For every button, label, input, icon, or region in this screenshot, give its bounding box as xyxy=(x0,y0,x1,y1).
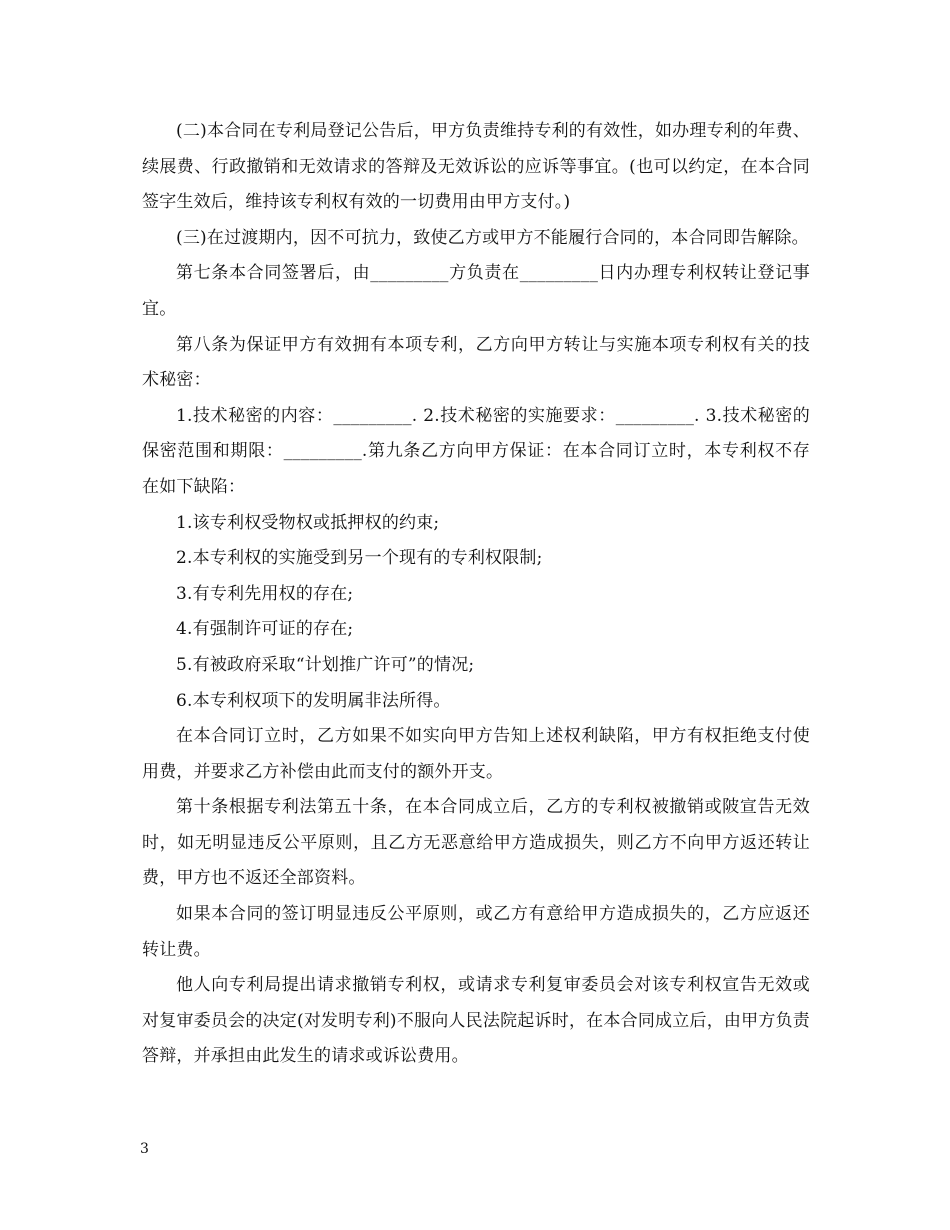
page-number: 3 xyxy=(140,1141,149,1157)
list-item-defect-4: 4.有强制许可证的存在; xyxy=(176,619,354,640)
paragraph-article-7: 第七条本合同签署后，由_________方负责在_________日内办理专利权转让登记事宜。 xyxy=(142,263,810,319)
list-item-defect-3: 3.有专利先用权的存在; xyxy=(176,583,354,604)
list-item-defect-2: 2.本专利权的实施受到另一个现有的专利权限制; xyxy=(176,548,543,569)
paragraph-fairness: 如果本合同的签订明显违反公平原则，或乙方有意给甲方造成损失的，乙方应返还转让费。 xyxy=(142,904,810,960)
list-item-defect-6: 6.本专利权项下的发明属非法所得。 xyxy=(176,690,451,711)
paragraph-technical-secrets: 1.技术秘密的内容：_________. 2.技术秘密的实施要求：_________. 3.技术秘密的保密范围和期限：_________.第九条乙方向甲方保证：在本合同订立时，本专利权不存在如下缺陷： xyxy=(142,405,810,497)
paragraph-defect-disclosure: 在本合同订立时，乙方如果不如实向甲方告知上述权利缺陷，甲方有权拒绝支付使用费，并要求乙方补偿由此而支付的额外开支。 xyxy=(142,726,810,782)
list-item-defect-1: 1.该专利权受物权或抵押权的约束; xyxy=(176,512,440,533)
paragraph-revocation-request: 他人向专利局提出请求撤销专利权，或请求专利复审委员会对该专利权宣告无效或对复审委员会的决定(对发明专利)不服向人民法院起诉时，在本合同成立后，由甲方负责答辩，并承担由此发生的请求或诉讼费用。 xyxy=(142,975,810,1067)
document-body xyxy=(142,114,810,1075)
paragraph-clause-6-2: (二)本合同在专利局登记公告后，甲方负责维持专利的有效性，如办理专利的年费、续展费、行政撤销和无效请求的答辩及无效诉讼的应诉等事宜。(也可以约定，在本合同签字生效后，维持该专利权有效的一切费用由甲方支付。) xyxy=(142,121,810,213)
paragraph-article-10: 第十条根据专利法第五十条，在本合同成立后，乙方的专利权被撤销或陂宣告无效时，如无明显违反公平原则，且乙方无恶意给甲方造成损失，则乙方不向甲方返还转让费，甲方也不返还全部资料。 xyxy=(142,797,810,889)
paragraph-article-8: 第八条为保证甲方有效拥有本项专利，乙方向甲方转让与实施本项专利权有关的技术秘密： xyxy=(142,334,810,391)
paragraph-clause-6-3: (三)在过渡期内，因不可抗力，致使乙方或甲方不能履行合同的，本合同即告解除。 xyxy=(176,227,809,248)
list-item-defect-5: 5.有被政府采取“计划推广许可”的情况; xyxy=(176,654,475,675)
